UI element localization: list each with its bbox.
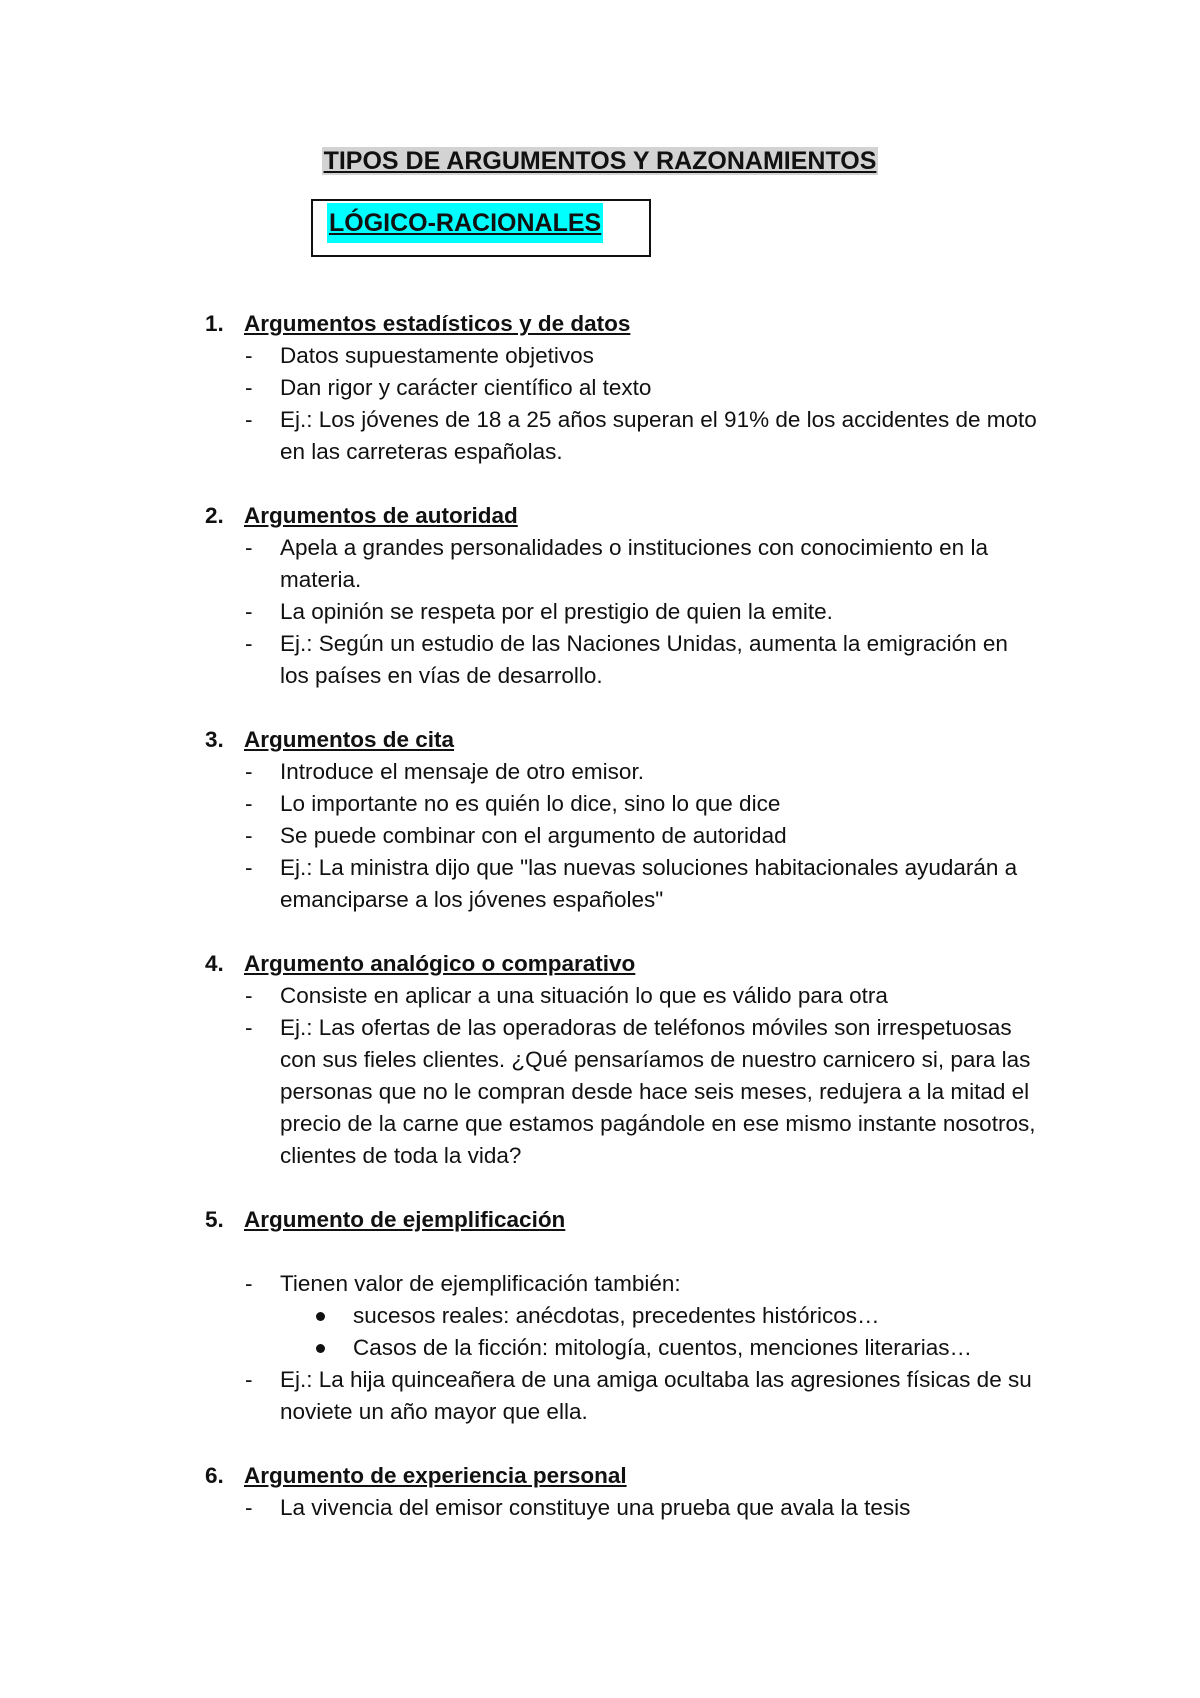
section-title: Argumentos estadísticos y de datos xyxy=(244,311,631,336)
section-5 xyxy=(0,1204,1200,1428)
list-item: - Datos supuestamente objetivos xyxy=(0,340,1200,372)
list-item: - Introduce el mensaje de otro emisor. xyxy=(0,756,1200,788)
section-heading xyxy=(0,1460,1200,1492)
document-title: TIPOS DE ARGUMENTOS Y RAZONAMIENTOS xyxy=(323,147,877,175)
section-number: 1. xyxy=(205,311,224,336)
dash-marker: - xyxy=(245,983,253,1008)
dash-marker: - xyxy=(245,343,253,368)
dash-marker: - xyxy=(245,1015,253,1040)
list-item: - Lo importante no es quién lo dice, sino lo que dice xyxy=(0,788,1200,820)
section-title: Argumentos de autoridad xyxy=(244,503,518,528)
section-heading xyxy=(0,308,1200,340)
sections-list xyxy=(0,308,1200,1524)
section-title: Argumentos de cita xyxy=(244,727,455,752)
section-number: 2. xyxy=(205,503,224,528)
section-heading xyxy=(0,500,1200,532)
dash-marker: - xyxy=(245,631,253,656)
subtitle-box xyxy=(311,199,651,257)
section-heading xyxy=(0,1204,1200,1236)
section-title: Argumento de experiencia personal xyxy=(244,1463,627,1488)
bullet-dot xyxy=(316,1344,325,1353)
list-item: - La vivencia del emisor constituye una prueba que avala la tesis xyxy=(0,1492,1200,1524)
list-item: - Ej.: La hija quinceañera de una amiga ocultaba las agresiones físicas de su noviete un año mayor que ella. xyxy=(0,1364,1200,1428)
section-1 xyxy=(0,308,1200,468)
section-heading xyxy=(0,948,1200,980)
list-item: - Consiste en aplicar a una situación lo que es válido para otra xyxy=(0,980,1200,1012)
section-number: 6. xyxy=(205,1463,224,1488)
list-item: - Tienen valor de ejemplificación también: xyxy=(0,1268,1200,1300)
list-item: - Se puede combinar con el argumento de autoridad xyxy=(0,820,1200,852)
dash-marker: - xyxy=(245,599,253,624)
dash-marker: - xyxy=(245,1271,253,1296)
section-6 xyxy=(0,1460,1200,1524)
section-number: 3. xyxy=(205,727,224,752)
bullet-dot xyxy=(316,1312,325,1321)
dash-marker: - xyxy=(245,791,253,816)
dash-marker: - xyxy=(245,407,253,432)
list-item: - Ej.: Los jóvenes de 18 a 25 años superan el 91% de los accidentes de moto en las carreteras españolas. xyxy=(0,404,1200,468)
section-title: Argumento analógico o comparativo xyxy=(244,951,636,976)
dash-marker: - xyxy=(245,759,253,784)
document-subtitle: LÓGICO-RACIONALES xyxy=(327,203,603,243)
list-item: - Dan rigor y carácter científico al texto xyxy=(0,372,1200,404)
dash-marker: - xyxy=(245,823,253,848)
section-number: 5. xyxy=(205,1207,224,1232)
list-item: - Ej.: Las ofertas de las operadoras de teléfonos móviles son irrespetuosas con sus fieles clientes. ¿Qué pensaríamos de nuestro carnicero si, para las personas que no le compran desde hace seis meses, redujera a la mitad el precio de la carne que estamos pagándole en ese mismo instante nosotros, clientes de toda la vida? xyxy=(0,1012,1200,1172)
list-item: - Ej.: Según un estudio de las Naciones Unidas, aumenta la emigración en los países en vías de desarrollo. xyxy=(0,628,1200,692)
section-4 xyxy=(0,948,1200,1172)
section-title: Argumento de ejemplificación xyxy=(244,1207,566,1232)
dash-marker: - xyxy=(245,1367,253,1392)
list-item: - La opinión se respeta por el prestigio de quien la emite. xyxy=(0,596,1200,628)
dash-marker: - xyxy=(245,535,253,560)
section-3 xyxy=(0,724,1200,916)
section-2 xyxy=(0,500,1200,692)
list-item: - Ej.: La ministra dijo que "las nuevas soluciones habitacionales ayudarán a emanciparse a los jóvenes españoles" xyxy=(0,852,1200,916)
dash-marker: - xyxy=(245,1495,253,1520)
list-item: - Apela a grandes personalidades o instituciones con conocimiento en la materia. xyxy=(0,532,1200,596)
section-number: 4. xyxy=(205,951,224,976)
section-heading xyxy=(0,724,1200,756)
bullet-item: Casos de la ficción: mitología, cuentos, menciones literarias… xyxy=(0,1332,1200,1364)
bullet-item: sucesos reales: anécdotas, precedentes históricos… xyxy=(0,1300,1200,1332)
dash-marker: - xyxy=(245,375,253,400)
dash-marker: - xyxy=(245,855,253,880)
